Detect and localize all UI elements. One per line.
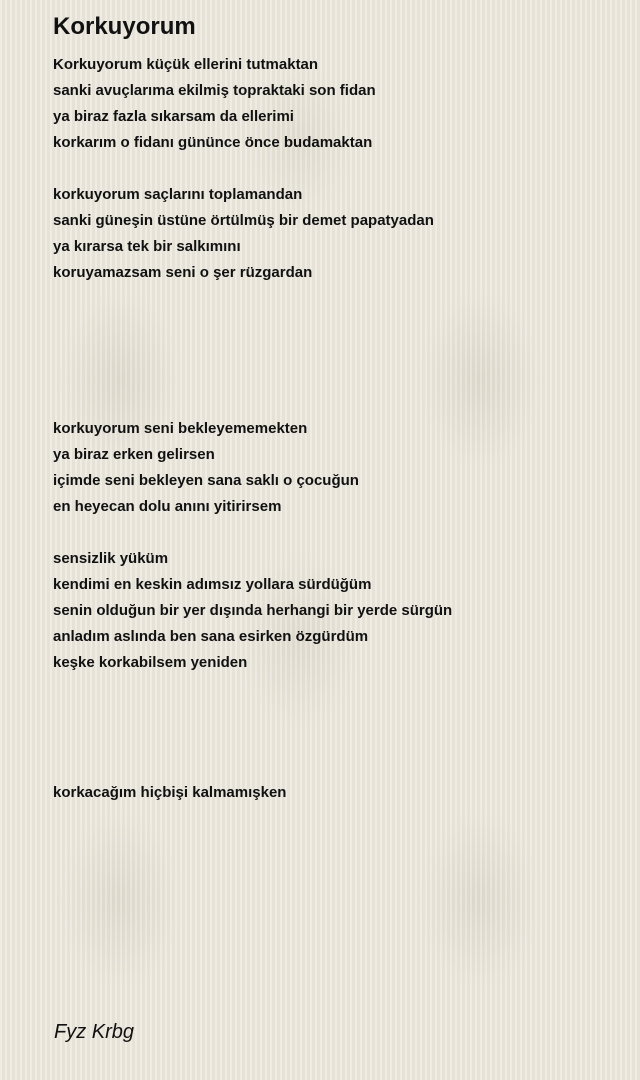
poem-line: korkacağım hiçbişi kalmamışken — [53, 784, 287, 801]
poem-line: Korkuyorum küçük ellerini tutmaktan — [53, 56, 319, 73]
poem-line — [53, 286, 613, 312]
poem-line: anladım aslında ben sana esirken özgürdüm — [53, 628, 369, 645]
poem-author: Fyz Krbg — [54, 1021, 135, 1043]
poem-line: sanki avuçlarıma ekilmiş topraktaki son fidan — [53, 82, 376, 99]
poem-line: ya kırarsa tek bir salkımını — [53, 238, 241, 255]
poem-line — [53, 520, 613, 546]
poem-line — [53, 728, 613, 754]
poem-title: Korkuyorum — [53, 13, 196, 40]
poem-line: kendimi en keskin adımsız yollara sürdüğüm — [53, 576, 372, 593]
poem-line: ya biraz erken gelirsen — [53, 446, 215, 463]
poem-line: koruyamazsam seni o şer rüzgardan — [53, 264, 313, 281]
poem-line — [53, 390, 613, 416]
poem-line: korkarım o fidanı gününce önce budamaktan — [53, 134, 373, 151]
poem-line — [53, 312, 613, 338]
poem-line: keşke korkabilsem yeniden — [53, 654, 248, 671]
poem-body — [53, 52, 613, 806]
poem-line — [53, 364, 613, 390]
poem-line — [53, 676, 613, 702]
poem-line: ya biraz fazla sıkarsam da ellerimi — [53, 108, 294, 125]
poem-line: içimde seni bekleyen sana saklı o çocuğun — [53, 472, 359, 489]
poem-line: en heyecan dolu anını yitirirsem — [53, 498, 282, 515]
poem-line — [53, 156, 613, 182]
poem-line: korkuyorum seni bekleyememekten — [53, 420, 308, 437]
poem-line — [53, 754, 613, 780]
poem-line: sensizlik yüküm — [53, 550, 169, 567]
poem-line — [53, 702, 613, 728]
poem-line: senin olduğun bir yer dışında herhangi bir yerde sürgün — [53, 602, 453, 619]
poem-line — [53, 338, 613, 364]
poem-line: korkuyorum saçlarını toplamandan — [53, 186, 303, 203]
poem-line: sanki güneşin üstüne örtülmüş bir demet papatyadan — [53, 212, 434, 229]
